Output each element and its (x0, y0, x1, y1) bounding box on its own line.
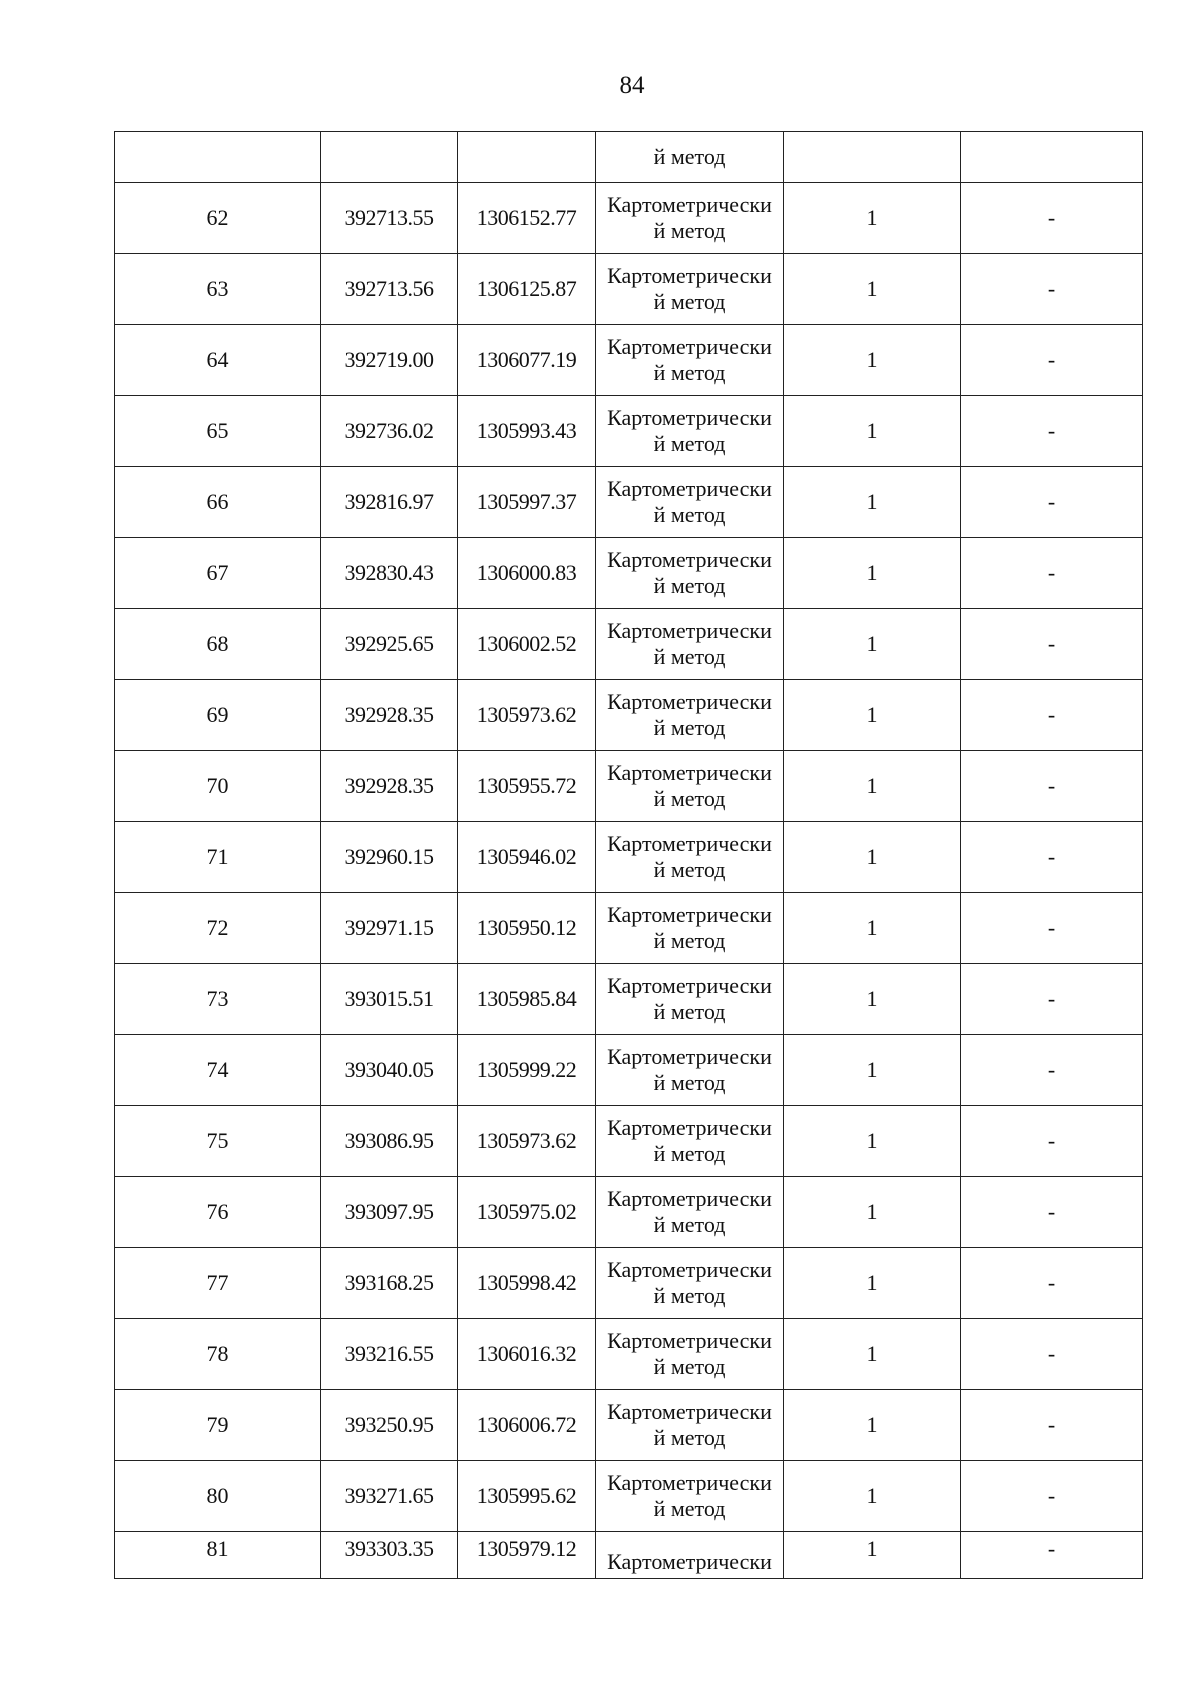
cell-note: - (961, 1248, 1143, 1319)
cell-x: 392928.35 (321, 680, 458, 751)
cell-note: - (961, 1319, 1143, 1390)
cell-point-number: 76 (115, 1177, 321, 1248)
cell-point-number: 67 (115, 538, 321, 609)
cell-point-number: 69 (115, 680, 321, 751)
cell-precision (784, 132, 961, 183)
cell-note: - (961, 396, 1143, 467)
cell-precision: 1 (784, 325, 961, 396)
table-row-continuation (115, 132, 1143, 183)
cell-y: 1306016.32 (458, 1319, 596, 1390)
cell-x: 392713.55 (321, 183, 458, 254)
cell-method: й метод (596, 132, 784, 183)
cell-point-number: 64 (115, 325, 321, 396)
cell-method: Картометрически й метод (596, 1177, 784, 1248)
table-row (115, 822, 1143, 893)
cell-point-number: 79 (115, 1390, 321, 1461)
cell-precision: 1 (784, 538, 961, 609)
cell-note: - (961, 1532, 1143, 1579)
table-row (115, 1532, 1143, 1579)
cell-point-number: 66 (115, 467, 321, 538)
cell-x: 392928.35 (321, 751, 458, 822)
cell-y: 1306152.77 (458, 183, 596, 254)
table-row (115, 1319, 1143, 1390)
cell-x: 393015.51 (321, 964, 458, 1035)
cell-method: Картометрически й метод (596, 1461, 784, 1532)
cell-point-number: 75 (115, 1106, 321, 1177)
cell-y: 1305946.02 (458, 822, 596, 893)
cell-x: 393097.95 (321, 1177, 458, 1248)
cell-precision: 1 (784, 1532, 961, 1579)
cell-method: Картометрически й метод (596, 467, 784, 538)
cell-method: Картометрически й метод (596, 1248, 784, 1319)
cell-method: Картометрически й метод (596, 751, 784, 822)
cell-point-number: 65 (115, 396, 321, 467)
cell-note: - (961, 467, 1143, 538)
table-row (115, 1035, 1143, 1106)
cell-point-number: 74 (115, 1035, 321, 1106)
cell-point-number: 68 (115, 609, 321, 680)
cell-note: - (961, 254, 1143, 325)
table-row (115, 1106, 1143, 1177)
cell-x: 393168.25 (321, 1248, 458, 1319)
cell-x: 392830.43 (321, 538, 458, 609)
cell-y: 1305973.62 (458, 1106, 596, 1177)
table-body (115, 132, 1143, 1579)
cell-x: 393086.95 (321, 1106, 458, 1177)
cell-method: Картометрически й метод (596, 1319, 784, 1390)
cell-precision: 1 (784, 1177, 961, 1248)
cell-x: 392925.65 (321, 609, 458, 680)
cell-x: 392816.97 (321, 467, 458, 538)
cell-precision: 1 (784, 964, 961, 1035)
cell-precision: 1 (784, 893, 961, 964)
cell-y: 1306000.83 (458, 538, 596, 609)
cell-note: - (961, 1106, 1143, 1177)
cell-method: Картометрически й метод (596, 254, 784, 325)
cell-y: 1305973.62 (458, 680, 596, 751)
cell-x: 392719.00 (321, 325, 458, 396)
cell-precision: 1 (784, 1035, 961, 1106)
coordinates-table (114, 131, 1143, 1579)
cell-y: 1305999.22 (458, 1035, 596, 1106)
cell-method: Картометрически й метод (596, 822, 784, 893)
cell-note: - (961, 1035, 1143, 1106)
cell-note: - (961, 1461, 1143, 1532)
cell-note: - (961, 893, 1143, 964)
cell-precision: 1 (784, 396, 961, 467)
cell-point-number: 80 (115, 1461, 321, 1532)
cell-precision: 1 (784, 609, 961, 680)
cell-x: 393271.65 (321, 1461, 458, 1532)
cell-point-number: 70 (115, 751, 321, 822)
cell-y: 1305995.62 (458, 1461, 596, 1532)
cell-note: - (961, 680, 1143, 751)
cell-precision: 1 (784, 822, 961, 893)
cell-x (321, 132, 458, 183)
cell-note: - (961, 1177, 1143, 1248)
table-row (115, 538, 1143, 609)
cell-y: 1306002.52 (458, 609, 596, 680)
cell-note: - (961, 751, 1143, 822)
cell-precision: 1 (784, 1390, 961, 1461)
cell-method: Картометрически й метод (596, 893, 784, 964)
cell-note: - (961, 1390, 1143, 1461)
cell-y: 1305950.12 (458, 893, 596, 964)
table-row (115, 183, 1143, 254)
cell-method: Картометрически (596, 1532, 784, 1579)
cell-x: 393250.95 (321, 1390, 458, 1461)
cell-method: Картометрически й метод (596, 1035, 784, 1106)
table-row (115, 1177, 1143, 1248)
cell-precision: 1 (784, 1106, 961, 1177)
table-row (115, 396, 1143, 467)
cell-point-number: 72 (115, 893, 321, 964)
cell-y: 1306006.72 (458, 1390, 596, 1461)
cell-x: 392736.02 (321, 396, 458, 467)
cell-y: 1306125.87 (458, 254, 596, 325)
cell-precision: 1 (784, 183, 961, 254)
cell-point-number: 81 (115, 1532, 321, 1579)
cell-method: Картометрически й метод (596, 1390, 784, 1461)
cell-method: Картометрически й метод (596, 396, 784, 467)
cell-precision: 1 (784, 1461, 961, 1532)
cell-point-number: 62 (115, 183, 321, 254)
table-row (115, 680, 1143, 751)
cell-note (961, 132, 1143, 183)
cell-y: 1305998.42 (458, 1248, 596, 1319)
table-row (115, 1390, 1143, 1461)
cell-x: 393303.35 (321, 1532, 458, 1579)
table-row (115, 1461, 1143, 1532)
cell-precision: 1 (784, 254, 961, 325)
cell-point-number: 73 (115, 964, 321, 1035)
cell-note: - (961, 183, 1143, 254)
cell-method: Картометрически й метод (596, 680, 784, 751)
cell-point-number: 77 (115, 1248, 321, 1319)
cell-precision: 1 (784, 680, 961, 751)
table-row (115, 751, 1143, 822)
cell-point-number: 63 (115, 254, 321, 325)
cell-method: Картометрически й метод (596, 183, 784, 254)
cell-method: Картометрически й метод (596, 325, 784, 396)
cell-y: 1305985.84 (458, 964, 596, 1035)
cell-y: 1305979.12 (458, 1532, 596, 1579)
cell-y: 1306077.19 (458, 325, 596, 396)
cell-note: - (961, 964, 1143, 1035)
cell-point-number: 78 (115, 1319, 321, 1390)
cell-precision: 1 (784, 751, 961, 822)
cell-y: 1305993.43 (458, 396, 596, 467)
cell-x: 392713.56 (321, 254, 458, 325)
cell-y: 1305997.37 (458, 467, 596, 538)
cell-method: Картометрически й метод (596, 964, 784, 1035)
table-row (115, 893, 1143, 964)
cell-x: 393216.55 (321, 1319, 458, 1390)
cell-point-number (115, 132, 321, 183)
table-row (115, 325, 1143, 396)
table-row (115, 964, 1143, 1035)
cell-method: Картометрически й метод (596, 1106, 784, 1177)
cell-x: 392960.15 (321, 822, 458, 893)
page-number: 84 (619, 72, 645, 99)
cell-x: 392971.15 (321, 893, 458, 964)
table-row (115, 609, 1143, 680)
cell-y: 1305975.02 (458, 1177, 596, 1248)
cell-note: - (961, 538, 1143, 609)
table-row (115, 254, 1143, 325)
cell-x: 393040.05 (321, 1035, 458, 1106)
cell-point-number: 71 (115, 822, 321, 893)
cell-note: - (961, 325, 1143, 396)
cell-note: - (961, 609, 1143, 680)
cell-method: Картометрически й метод (596, 609, 784, 680)
cell-note: - (961, 822, 1143, 893)
cell-method: Картометрически й метод (596, 538, 784, 609)
cell-y: 1305955.72 (458, 751, 596, 822)
cell-precision: 1 (784, 1248, 961, 1319)
cell-y (458, 132, 596, 183)
table-row (115, 1248, 1143, 1319)
cell-precision: 1 (784, 467, 961, 538)
cell-precision: 1 (784, 1319, 961, 1390)
table-row (115, 467, 1143, 538)
